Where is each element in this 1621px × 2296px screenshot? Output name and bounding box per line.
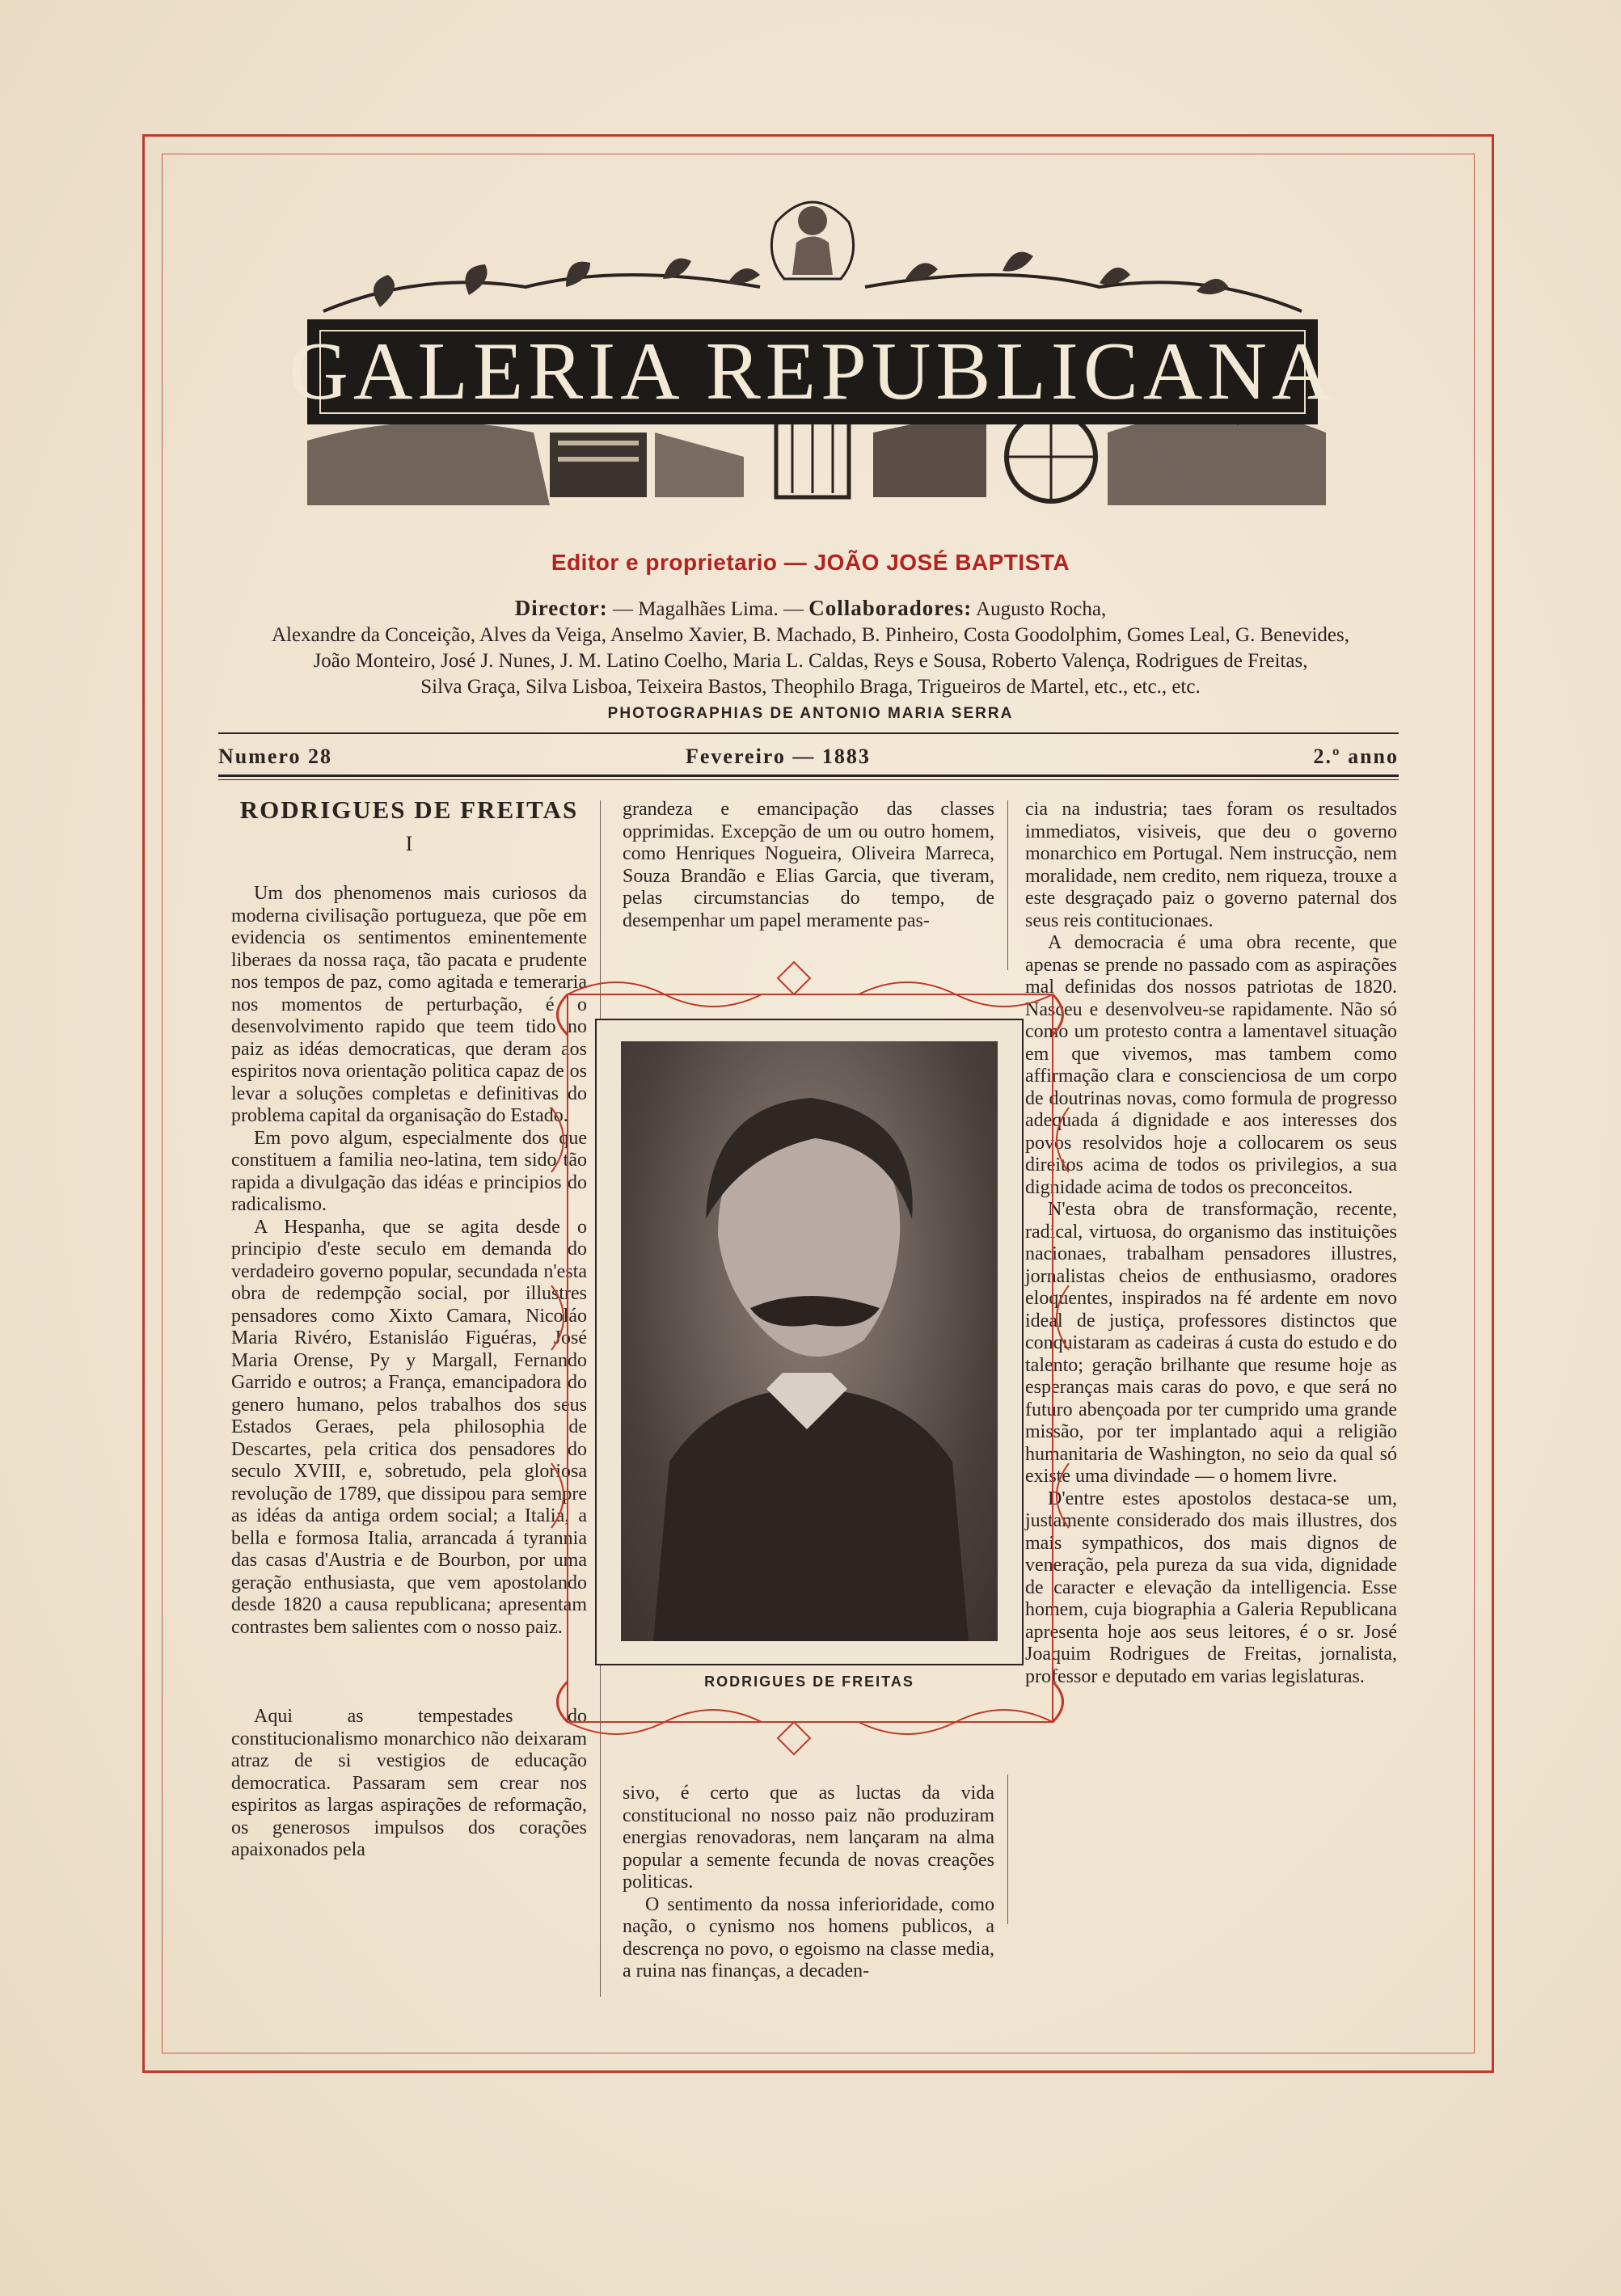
issue-year: 2.º anno (1313, 745, 1399, 768)
paragraph: grandeza e emancipação das classes opprimidas. Excepção de um ou outro homem, como Henriques Nogueira, Oliveira Marreca, Souza Brandão e Elias Garcia, que tiveram, pelas circumstancias do tempo, de desempenhar um papel meramente pas- (623, 799, 994, 931)
paragraph: D'entre estes apostolos destaca-se um, justamente considerado dos mais illustres, dos mais sympathicos, dos mais dignos de veneração, pela pureza da sua vida, dignidade de caracter e elevação da intelligencia. Esse homem, cuja biographia a Galeria Republicana apresenta hoje aos seus leitores, é o sr. José Joaquim Rodrigues de Freitas, jornalista, professor e deputado em varias legislaturas. (1025, 1488, 1397, 1687)
paragraph: sivo, é certo que as luctas da vida constitucional no nosso paiz não produziram energias renovadoras, nem lançaram na alma popular a semente fecunda de novas creações politicas. (623, 1783, 994, 1893)
issue-line (218, 745, 1399, 774)
article-column-2-top (623, 799, 994, 932)
director-label: Director: (514, 596, 608, 620)
divider (218, 779, 1399, 780)
collaborators-label: Collaboradores: (808, 596, 973, 620)
article-column-1 (231, 796, 587, 864)
paragraph: Em povo algum, especialmente dos que constituem a familia neo-latina, tem sido tão rapida a divulgação das idéas e principios do radicalismo. (231, 1127, 587, 1215)
director-name: — Magalhães Lima. — (612, 598, 804, 620)
credits-block (202, 595, 1419, 700)
column-divider (1007, 800, 1008, 970)
paragraph: O sentimento da nossa inferioridade, como nação, o cynismo nos homens publicos, a descrença no povo, o egoismo na classe media, a ruina nas finanças, a decaden- (623, 1893, 994, 1982)
article-column-1-lower (231, 1706, 587, 1997)
portrait-figure-icon (621, 1041, 998, 1641)
issue-number: Numero 28 (218, 745, 333, 768)
article-column-2-bottom (623, 1783, 994, 1983)
issue-date: Fevereiro — 1883 (686, 745, 871, 768)
article-title: RODRIGUES DE FREITAS (239, 796, 579, 824)
column-divider (1007, 1775, 1008, 1924)
paragraph: Um dos phenomenos mais curiosos da moderna civilisação portugueza, que põe em evidencia os sentimentos eminentemente liberaes da nossa raça, tão pacata e prudente nos tempos de paz, como agitada e temeraria nos momentos de perturbação, é o desenvolvimento rapido que teem tido no paiz as idéas democraticas, que deram aos espiritos nova orientação politica capaz de os levar a soluções completas e definitivas do problema capital da organisação do Estado. (231, 883, 587, 1126)
portrait-photo (621, 1041, 998, 1641)
paragraph: cia na industria; taes foram os resultados immediatos, visiveis, que deu o governo monarchico em Portugal. Nem instrucção, nem moralidade, nem credito, nem riqueza, trouxe a este desgraçado paiz o governo paternal dos seus reis contitucionaes. (1025, 799, 1397, 931)
collaborators-line: Alexandre da Conceição, Alves da Veiga, Anselmo Xavier, B. Machado, B. Pinheiro, Costa Goodolphim, Gomes Leal, G. Benevides, (272, 624, 1349, 646)
paragraph: Aqui as tempestades do constitucionalismo monarchico não deixaram atraz de si vestigios de educação democratica. Passaram sem crear nos espiritos as largas aspirações de reformação, os generosos impulsos dos corações apaixonados pela (231, 1706, 587, 1860)
collaborators-line: Silva Graça, Silva Lisboa, Teixeira Bastos, Theophilo Braga, Trigueiros de Martel, etc., etc., etc. (420, 676, 1201, 698)
collaborators-line: João Monteiro, José J. Nunes, J. M. Latino Coelho, Maria L. Caldas, Reys e Sousa, Roberto Valença, Rodrigues de Freitas, (313, 650, 1308, 672)
paragraph: A democracia é uma obra recente, que apenas se prende no passado com as aspirações mal definidas dos nossos patriotas de 1820. Nasceu e desenvolveu-se rapidamente. Não só como um protesto contra a lamentavel situação em que vivemos, mas tambem como affirmação clara e conscienciosa de um corpo de doutrinas novas, como formula de progresso adequada á dignidade e aos interesses dos povos resolvidos hoje a collocarem os seus direitos acima de todos os privilegios, a sua dignidade acima de todos os preconceitos. (1025, 932, 1397, 1198)
collaborators-line: Augusto Rocha, (976, 598, 1107, 620)
photo-credit: PHOTOGRAPHIAS DE ANTONIO MARIA SERRA (607, 705, 1014, 722)
article-section-number: I (405, 831, 413, 855)
article-column-1-upper (231, 883, 587, 1703)
article-column-3 (1025, 799, 1397, 1688)
masthead-title-band (289, 319, 1336, 424)
divider (218, 774, 1399, 777)
divider (218, 732, 1399, 734)
masthead-illustration (259, 166, 1366, 530)
paragraph: A Hespanha, que se agita desde o principio d'este seculo em demanda do verdadeiro governo popular, secundada n'esta obra de redempção social, por illustres pensadores como Xixto Camara, Nicoláo Maria Rivéro, Estanisláo Figuéras, José Maria Orense, Py y Margall, Fernando Garrido e outros; a França, emancipadora do genero humano, pelos trabalhos dos seus Estados Geraes, pela philosophia de Descartes, pela critica dos pensadores do seculo XVIII, e, sobretudo, pela gloriosa revolução de 1789, que dissipou para sempre as idéas da antiga ordem social; a Italia, a bella e formosa Italia, arrancada á tyrannia das casas d'Austria e de Bourbon, por uma geração enthusiasta, que vem apostolando desde 1820 a causa republicana; apresentam contrastes bem salientes com o nosso paiz. (231, 1216, 587, 1638)
paragraph: N'esta obra de transformação, recente, radical, virtuosa, do organismo das instituições nacionaes, trabalham pensadores illustres, jornalistas cheios de enthusiasmo, oradores eloquentes, inspirados na fé ardente em novo ideal de justiça, professores distinctos que conquistaram as cadeiras á custa do estudo e do talento; geração brilhante que resume hoje as esperanças mais caras do povo, e que será no futuro abençoada por ter cumprido uma grande missão, por ter implantado aqui a religião humanitaria de Washington, no seio da qual só existe uma divindade — o homem livre. (1025, 1199, 1397, 1487)
editor-line: Editor e proprietario — JOÃO JOSÉ BAPTISTA (551, 550, 1070, 575)
newspaper-title: GALERIA REPUBLICANA (289, 326, 1336, 417)
portrait-caption: RODRIGUES DE FREITAS (704, 1673, 914, 1690)
